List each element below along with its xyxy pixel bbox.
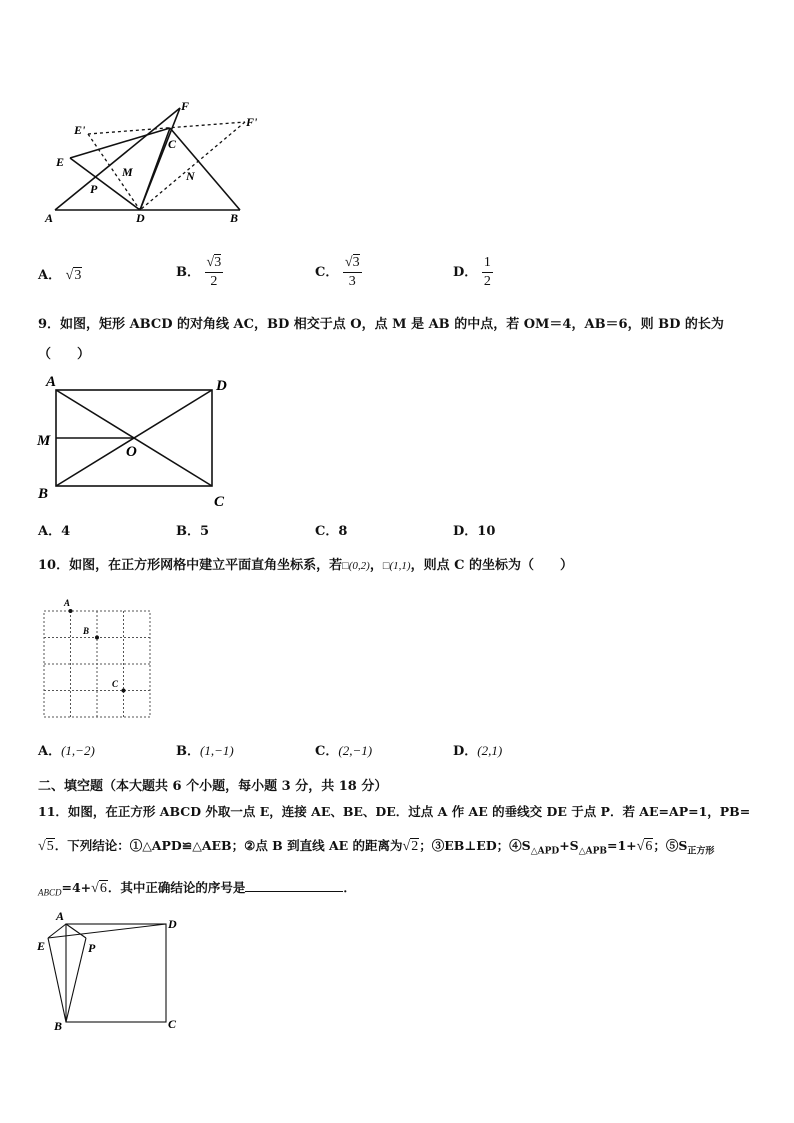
q11-line3: $_{ABCD}$=4+√6．其中正确结论的序号是 ．	[38, 880, 356, 898]
q10-label: B	[83, 626, 90, 636]
q10-option-b[interactable]: B．(1,−1)	[176, 743, 234, 759]
q11-figure	[34, 908, 194, 1033]
q9-stem: 9．如图，矩形 ABCD 的对角线 AC，BD 相交于点 O，点 M 是 AB 的中点，若 OM＝4，AB＝6，则 BD 的长为	[38, 317, 724, 332]
q8-label: F	[181, 99, 190, 113]
q9-label: D	[216, 378, 227, 394]
q9-label: M	[37, 433, 51, 449]
q8-option-c[interactable]: C． $\frac{√3}{3}$	[315, 255, 360, 289]
q11-label: E	[37, 939, 46, 953]
q8-label: D	[136, 211, 145, 225]
q11-label: A	[56, 909, 65, 923]
q8-label: P	[90, 182, 98, 196]
q9-option-c[interactable]: C．8	[315, 524, 348, 539]
q11-label: B	[54, 1019, 63, 1033]
q10-option-c[interactable]: C．(2,−1)	[315, 743, 373, 759]
q8-option-b[interactable]: B． $\frac{√3}{2}$	[176, 255, 222, 289]
section-title: 二、填空题（本大题共 6 个小题，每小题 3 分，共 18 分）	[38, 779, 388, 794]
q9-label: O	[126, 444, 137, 460]
q11-label: P	[88, 941, 96, 955]
q10-option-d[interactable]: D．(2,1)	[453, 743, 503, 759]
q8-label: E'	[74, 123, 86, 137]
q10-stem: 10．如图，在正方形网格中建立平面直角坐标系，若□(0,2)，□(1,1)，则点 C 的坐标为（ ）	[38, 558, 573, 573]
q9-paren: （ ）	[38, 347, 91, 362]
q8-label: M	[122, 165, 133, 179]
q9-label: A	[46, 374, 57, 390]
q11-label: D	[168, 917, 177, 931]
q8-figure	[40, 98, 270, 228]
q9-option-d[interactable]: D．10	[453, 524, 496, 539]
q9-option-b[interactable]: B．5	[176, 524, 210, 539]
answer-blank[interactable]	[245, 879, 343, 892]
q11-line1: 11．如图，在正方形 ABCD 外取一点 E，连接 AE、BE、DE．过点 A 作 AE 的垂线交 DE 于点 P．若 AE=AP=1，PB=	[38, 804, 751, 819]
q8-label: A	[45, 211, 54, 225]
q8-label: B	[230, 211, 239, 225]
q9-label: B	[38, 486, 49, 502]
q10-option-a[interactable]: A．(1,−2)	[38, 743, 95, 759]
q8-option-d[interactable]: D． $\frac{1}{2}$	[453, 255, 491, 289]
q8-label: F'	[246, 115, 258, 129]
q10-label: A	[64, 598, 71, 608]
q8-label: C	[168, 137, 177, 151]
q9-figure	[34, 370, 244, 510]
q9-label: C	[214, 494, 225, 510]
q10-label: C	[112, 679, 119, 689]
q8-label: E	[56, 155, 65, 169]
q11-label: C	[168, 1017, 177, 1031]
q8-label: N	[186, 169, 195, 183]
q8-option-a[interactable]: A． √3	[38, 268, 82, 283]
q11-line2: √5．下列结论：①△APD≌△AEB；②点 B 到直线 AE 的距离为√2；③EB⊥ED；$④S_{\triangle APD}+S_{\triangle APB}=1+√6$；$⑤S_{正方形}$	[38, 838, 715, 857]
q10-grid-figure	[40, 596, 156, 722]
q9-option-a[interactable]: A．4	[38, 524, 71, 539]
